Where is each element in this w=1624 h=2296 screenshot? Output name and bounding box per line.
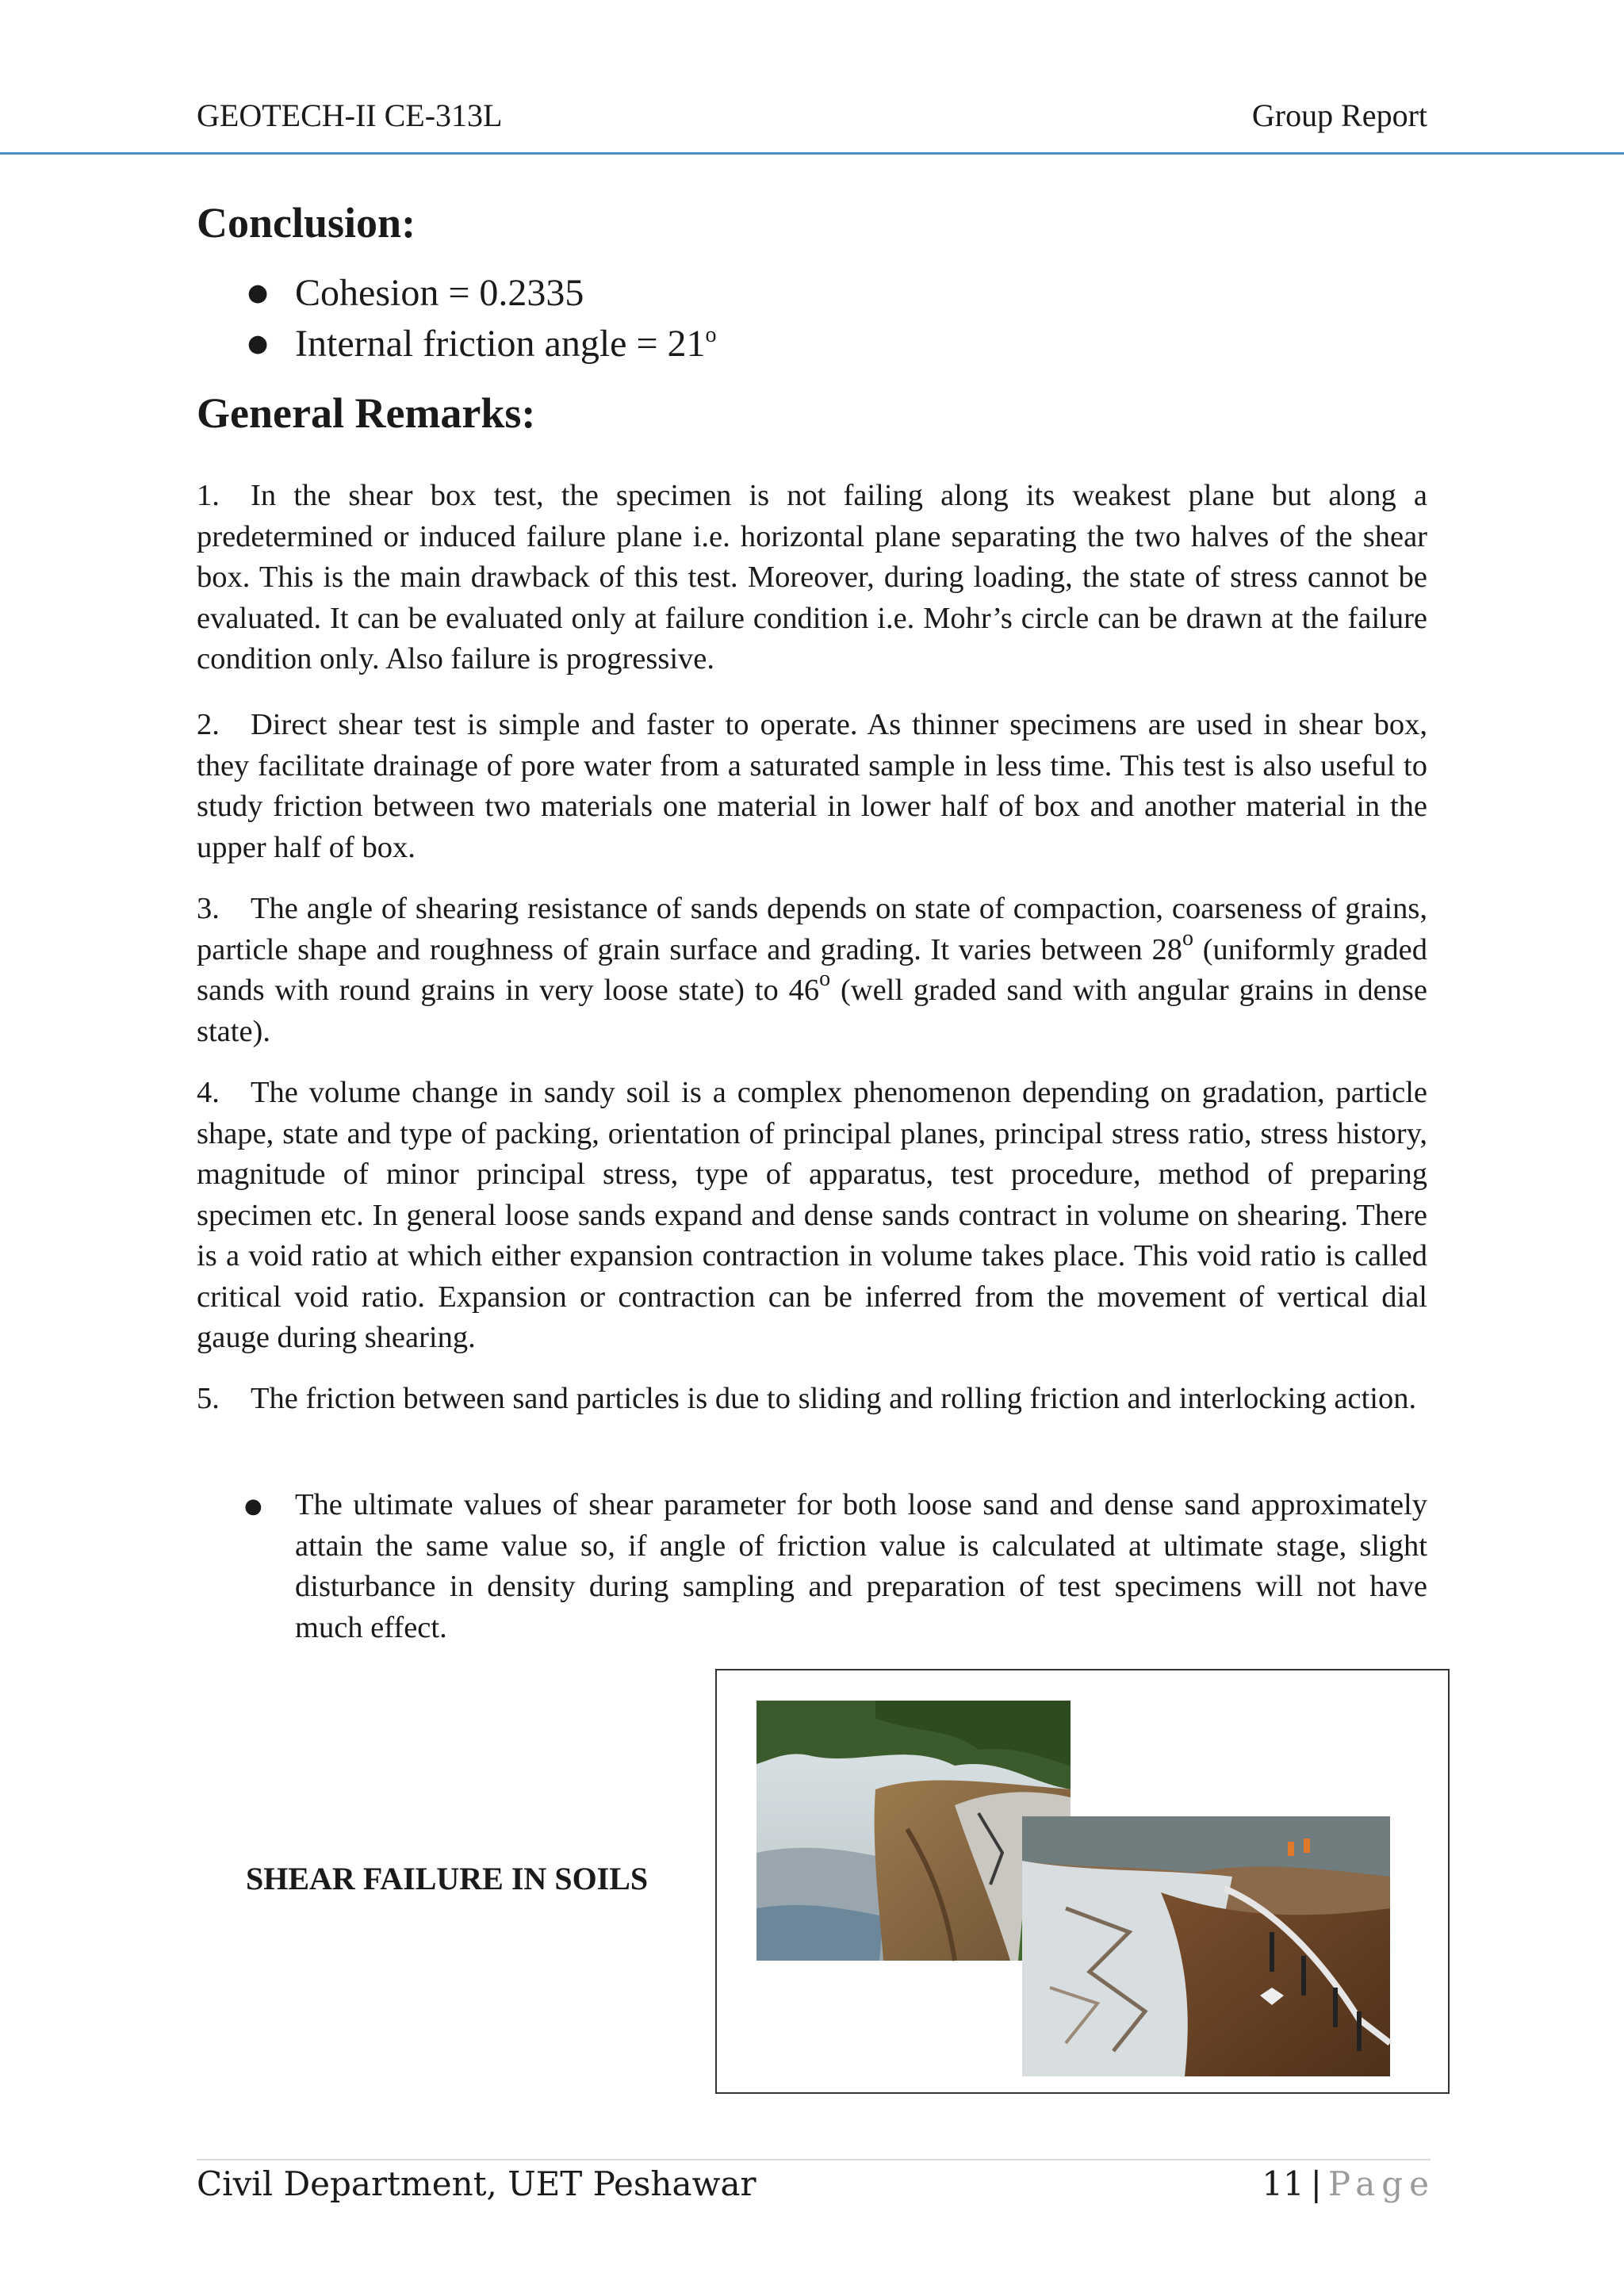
conclusion-list — [197, 268, 717, 369]
cohesion-value: Cohesion = 0.2335 — [295, 272, 584, 314]
paragraph-number: 2. — [197, 708, 220, 741]
header-title: GEOTECH-II CE-313L — [197, 98, 503, 133]
paragraph-text: The friction between sand particles is due to sliding and rolling friction and interlocking action. — [251, 1382, 1417, 1415]
shear-failure-photos — [717, 1670, 1448, 2092]
friction-angle-value: Internal friction angle = 21 — [295, 323, 706, 365]
remark-bullet — [244, 1485, 1427, 1648]
degree-symbol: o — [1182, 925, 1193, 951]
remark-paragraph — [197, 1073, 1427, 1359]
conclusion-heading: Conclusion: — [197, 199, 416, 247]
page-label: Page — [1327, 2164, 1435, 2203]
paragraph-text: The volume change in sandy soil is a complex phenomenon depending on gradation, particle shape, state and type of packing, orientation of principal planes, principal stress ratio, stress history, magnitude of minor principal stress, type of apparatus, test procedure, method of preparing specimen etc. In general loose sands expand and dense sands contract in volume on shearing. There is a void ratio at which either expansion contraction in volume takes place. This void ratio is called critical void ratio. Expansion or contraction can be inferred from the movement of vertical dial gauge during shearing. — [197, 1076, 1427, 1354]
figure-caption: SHEAR FAILURE IN SOILS — [246, 1861, 649, 1896]
paragraph-number: 1. — [197, 479, 220, 512]
paragraph-text: (uniformly graded sands with round grains in very loose state) to 46 — [197, 932, 1427, 1007]
list-item — [197, 268, 717, 319]
footer-page — [1262, 2164, 1435, 2203]
page-separator: | — [1310, 2164, 1322, 2203]
road-failure-photo — [1022, 1816, 1390, 2076]
footer-divider — [197, 2159, 1431, 2160]
paragraph-text: Direct shear test is simple and faster to operate. As thinner specimens are used in shear box, they facilitate drainage of pore water from a saturated sample in less time. This test is also useful to study friction between two materials one material in lower half of box and another material in the upper half of box. — [197, 708, 1427, 864]
degree-symbol: o — [705, 323, 717, 347]
list-item — [197, 319, 717, 369]
remark-paragraph — [197, 476, 1427, 680]
footer-department: Civil Department, UET Peshawar — [197, 2164, 756, 2203]
paragraph-number: 4. — [197, 1076, 220, 1109]
header-divider — [0, 152, 1624, 155]
bullet-icon: ● — [247, 279, 269, 307]
paragraph-number: 3. — [197, 892, 220, 925]
paragraph-text: (well graded sand with angular grains in dense state). — [197, 974, 1427, 1048]
remark-paragraph — [197, 889, 1427, 1052]
paragraph-text: The angle of shearing resistance of sands depends on state of compaction, coarseness of grains, particle shape and roughness of grain surface and grading. It varies between 28 — [197, 892, 1427, 966]
page-number: 11 — [1262, 2164, 1304, 2203]
bullet-icon: ● — [247, 330, 269, 358]
degree-symbol: o — [819, 966, 831, 991]
bullet-icon: ● — [244, 1494, 262, 1518]
bullet-text: The ultimate values of shear parameter for both loose sand and dense sand approximately attain the same value so, if angle of friction value is calculated at ultimate stage, slight disturbance in density during sampling and preparation of test specimens will not have much effect. — [295, 1488, 1427, 1644]
paragraph-number: 5. — [197, 1382, 220, 1415]
remarks-heading: General Remarks: — [197, 389, 536, 437]
remark-paragraph — [197, 1379, 1427, 1420]
remark-paragraph — [197, 705, 1427, 868]
header-report-type: Group Report — [1251, 98, 1427, 133]
shear-failure-figure — [715, 1669, 1450, 2094]
paragraph-text: In the shear box test, the specimen is not failing along its weakest plane but along a predetermined or induced failure plane i.e. horizontal plane separating the two halves of the shear box. This is the main drawback of this test. Moreover, during loading, the state of stress cannot be evaluated. It can be evaluated only at failure condition i.e. Mohr’s circle can be drawn at the failure condition only. Also failure is progressive. — [197, 479, 1427, 675]
